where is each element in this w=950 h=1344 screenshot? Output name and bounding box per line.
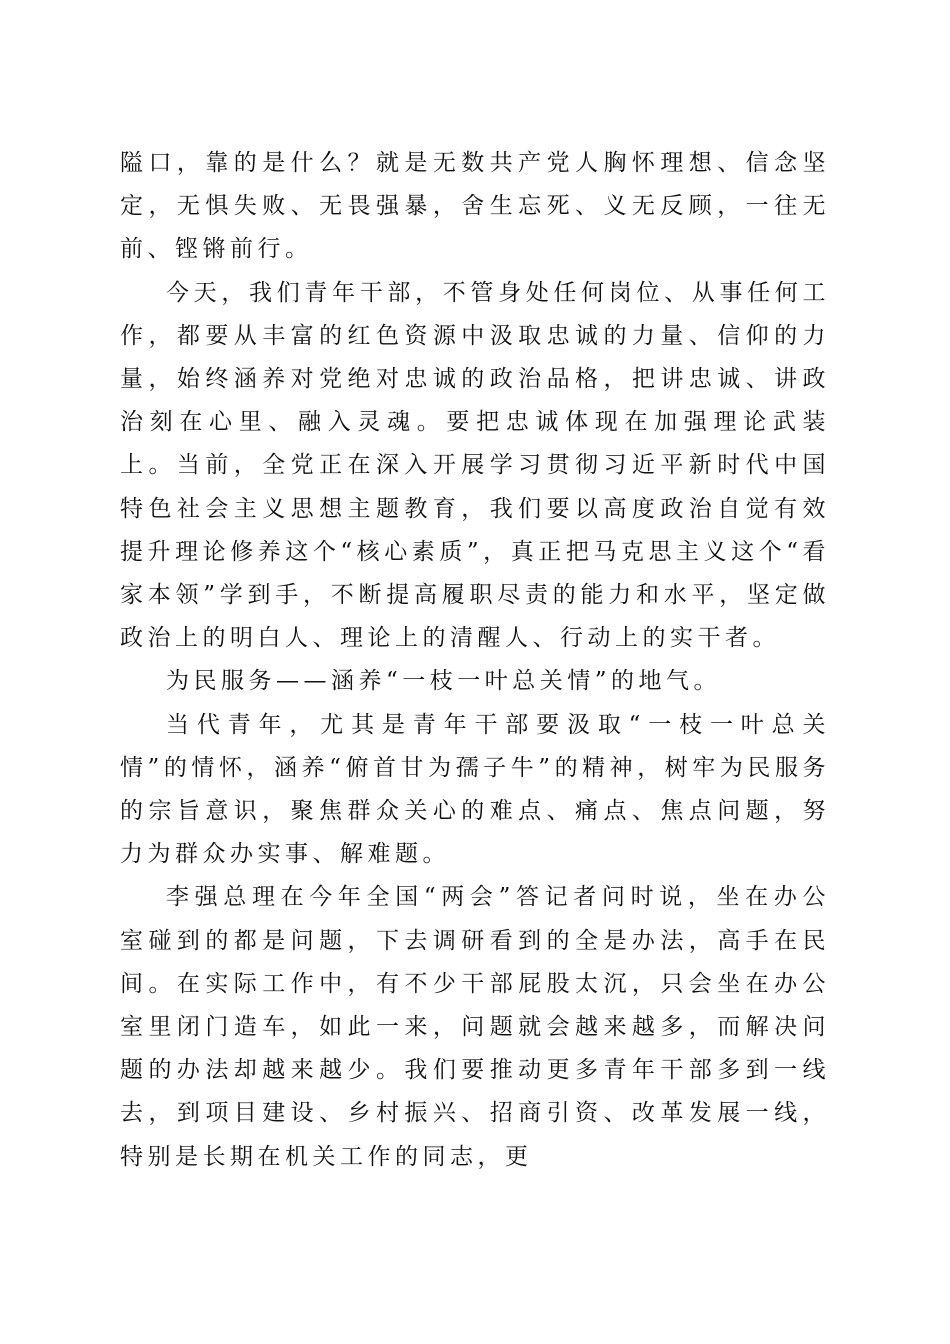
paragraph-premier-quote: 李强总理在今年全国“两会”答记者问时说，坐在办公室碰到的都是问题，下去调研看到的全是办法，高手在民间。在实际工作中，有不少干部屁股太沉，只会坐在办公室里闭门造车，如此一来，问题就会越来越多，而解决问题的办法却越来越少。我们要推动更多青年干部多到一线去，到项目建设、乡村振兴、招商引资、改革发展一线，特别是长期在机关工作的同志，更 <box>120 884 830 1170</box>
paragraph-continuation: 隘口，靠的是什么？就是无数共产党人胸怀理想、信念坚定，无惧失败、无畏强暴，舍生忘死、义无反顾，一往无前、铿锵前行。 <box>120 150 830 263</box>
paragraph-youth-cadres: 当代青年，尤其是青年干部要汲取“一枝一叶总关情”的情怀，涵养“俯首甘为孺子牛”的精神，树牢为民服务的宗旨意识，聚焦群众关心的难点、痛点、焦点问题，努力为群众办实事、解难题。 <box>120 711 830 868</box>
paragraph-loyalty: 今天，我们青年干部，不管身处任何岗位、从事任何工作，都要从丰富的红色资源中汲取忠诚的力量、信仰的力量，始终涵养对党绝对忠诚的政治品格，把讲忠诚、讲政治刻在心里、融入灵魂。要把忠诚体现在加强理论武装上。当前，全党正在深入开展学习贯彻习近平新时代中国特色社会主义思想主题教育，我们要以高度政治自觉有效提升理论修养这个“核心素质”，真正把马克思主义这个“看家本领”学到手，不断提高履职尽责的能力和水平，坚定做政治上的明白人、理论上的清醒人、行动上的实干者。 <box>120 279 830 652</box>
section-heading-serve-people: 为民服务——涵养“一枝一叶总关情”的地气。 <box>166 668 722 695</box>
document-body <box>120 142 830 1179</box>
